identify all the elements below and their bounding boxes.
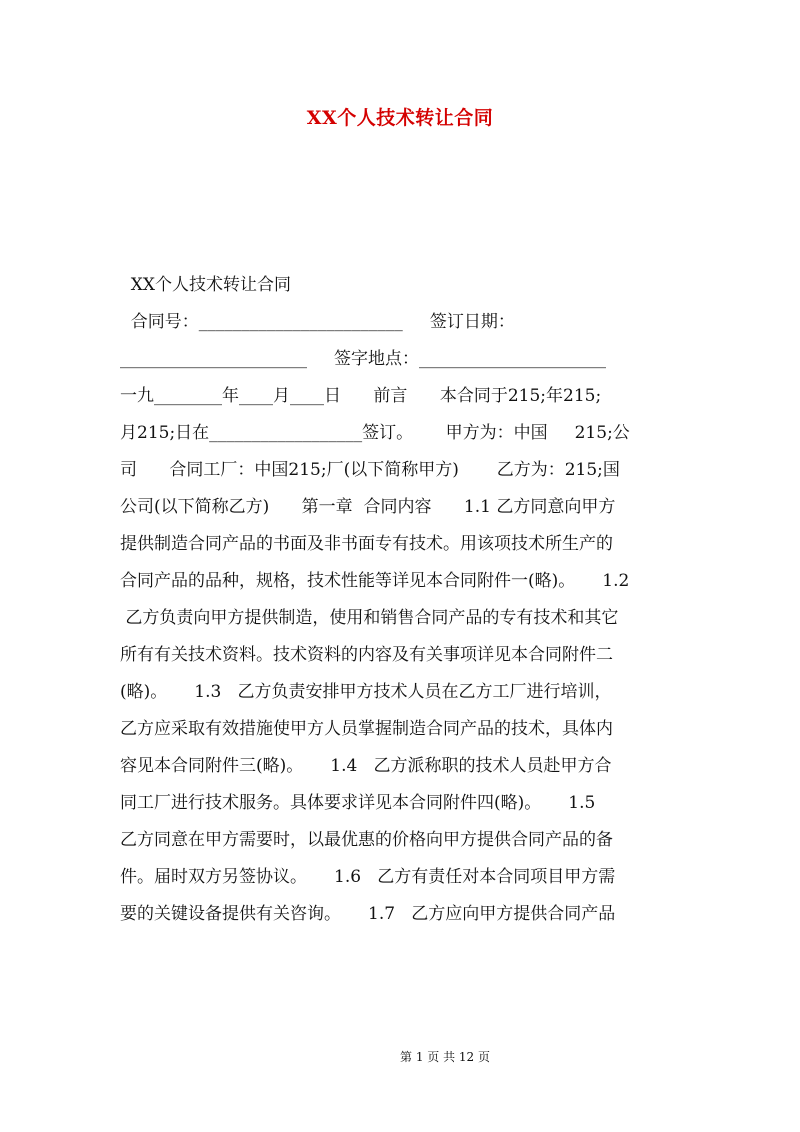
body-line: 公司(以下简称乙方) 第一章 合同内容 1.1 乙方同意向甲方 [120,497,616,517]
document-body [120,267,700,933]
body-line: 乙方负责向甲方提供制造，使用和销售合同产品的专有技术和其它 [120,608,619,628]
body-line: 容见本合同附件三(略)。 1.4 乙方派称职的技术人员赴甲方合 [120,756,612,776]
body-line: ______________________ 签字地点：______________________ [120,349,607,369]
body-line: 合同产品的品种，规格，技术性能等详见本合同附件一(略)。 1.2 [120,571,630,591]
document-title: XX个人技术转让合同 [306,107,494,129]
body-line: (略)。 1.3 乙方负责安排甲方技术人员在乙方工厂进行培训， [120,682,612,702]
body-line: 乙方应采取有效措施使甲方人员掌握制造合同产品的技术，具体内 [120,719,613,739]
page-footer [0,1048,800,1065]
body-line: 提供制造合同产品的书面及非书面专有技术。用该项技术所生产的 [120,534,613,554]
page-number: 第 1 页 共 12 页 [400,1050,490,1064]
body-line: 所有有关技术资料。技术资料的内容及有关事项详见本合同附件二 [120,645,613,665]
body-line: 一九________年____月____日 前言 本合同于215;年215; [120,386,602,406]
body-line: 同工厂进行技术服务。具体要求详见本合同附件四(略)。 1.5 [120,793,596,813]
body-line: 月215;日在__________________签订。 甲方为：中国 215;公 [120,423,630,443]
body-line: 要的关键设备提供有关咨询。 1.7 乙方应向甲方提供合同产品 [120,904,616,924]
body-line: 乙方同意在甲方需要时，以最优惠的价格向甲方提供合同产品的备 [120,830,613,850]
body-line: 司 合同工厂：中国215;厂(以下简称甲方) 乙方为：215;国 [120,460,620,480]
body-line: 合同号：________________________ 签订日期： [120,312,515,332]
body-line: 件。届时双方另签协议。 1.6 乙方有责任对本合同项目甲方需 [120,867,616,887]
body-line: XX个人技术转让合同 [120,275,292,295]
